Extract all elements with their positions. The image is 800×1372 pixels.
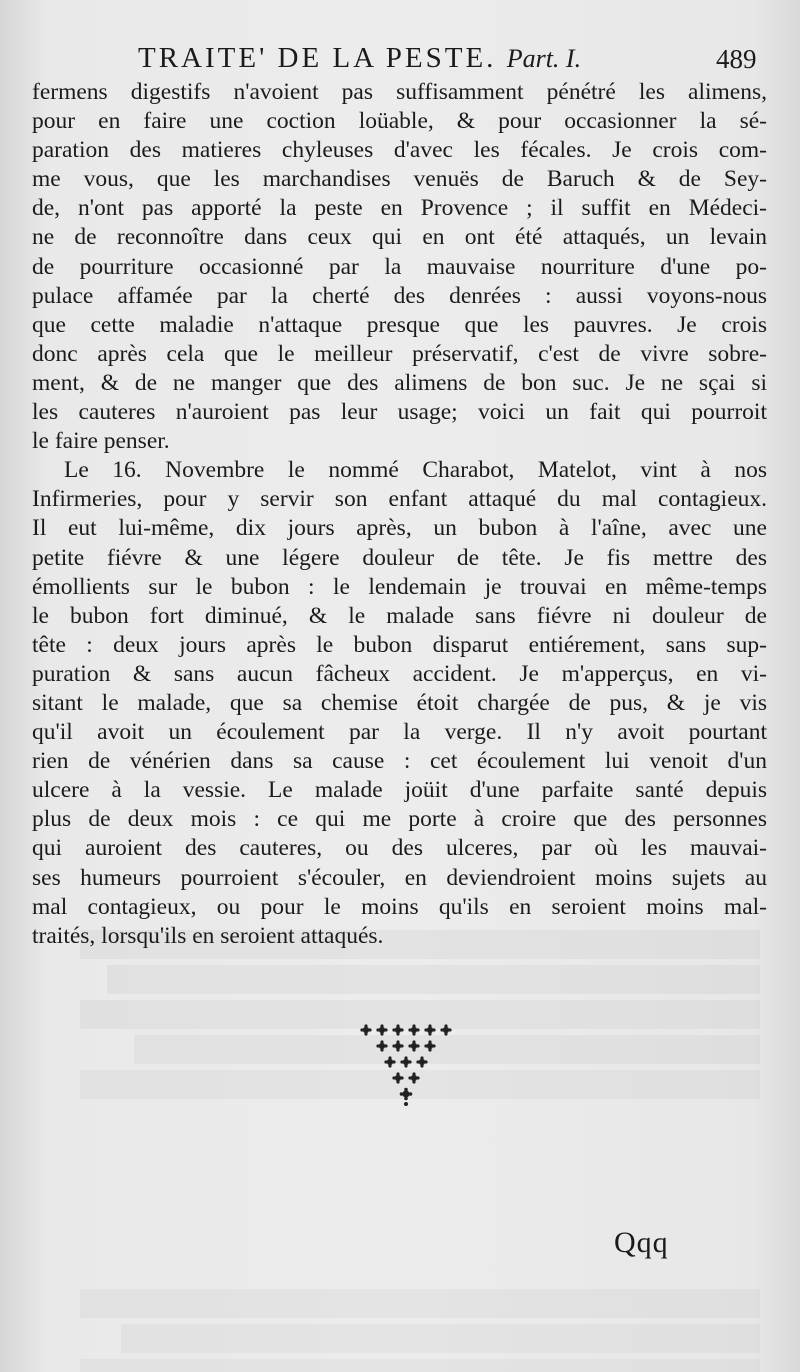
- running-title: [138, 42, 581, 75]
- fleuron-cluster: [360, 1024, 451, 1106]
- text-line: petite fiévre & une légere douleur de tête. Je fis mettre des: [32, 544, 767, 571]
- text-line: rien de vénérien dans sa cause : cet écoulement lui venoit d'un: [32, 748, 767, 775]
- text-line: puration & sans aucun fâcheux accident. Je m'apperçus, en vi-: [32, 660, 767, 687]
- text-line: tête : deux jours après le bubon disparut entiérement, sans sup-: [32, 631, 767, 658]
- body-text: [32, 78, 767, 951]
- text-line: plus de deux mois : ce qui me porte à croire que des personnes: [32, 806, 767, 833]
- running-header: [0, 42, 800, 82]
- text-line: donc après cela que le meilleur préservatif, c'est de vivre sobre-: [32, 340, 767, 367]
- running-title-text: TRAITE' DE LA PESTE.: [138, 42, 497, 74]
- paragraph-end-line: traités, lorsqu'ils en seroient attaqués.: [32, 922, 384, 949]
- text-line: fermens digestifs n'avoient pas suffisamment pénétré les alimens,: [32, 79, 767, 105]
- part-label: Part. I.: [506, 44, 582, 73]
- signature-mark: Qqq: [614, 1226, 669, 1259]
- tailpiece-ornament: [360, 1024, 460, 1108]
- text-line: que cette maladie n'attaque presque que les pauvres. Je crois: [32, 311, 767, 338]
- text-line: de, n'ont pas apporté la peste en Provence ; il suffit en Médeci-: [32, 195, 767, 222]
- text-line: qu'il avoit un écoulement par la verge. Il n'y avoit pourtant: [32, 719, 767, 746]
- text-line: paration des matieres chyleuses d'avec les fécales. Je crois com-: [32, 137, 767, 164]
- text-line: Infirmeries, pour y servir son enfant attaqué du mal contagieux.: [32, 486, 767, 513]
- text-line: ses humeurs pourroient s'écouler, en deviendroient moins sujets au: [32, 864, 767, 891]
- text-line: me vous, que les marchandises venuës de Baruch & de Sey-: [32, 166, 767, 193]
- text-line: le bubon fort diminué, & le malade sans fiévre ni douleur de: [32, 602, 767, 629]
- bleed-through-shadow: [80, 930, 760, 1372]
- text-line: les cauteres n'auroient pas leur usage; voici un fait qui pourroit: [32, 399, 767, 426]
- text-line: mal contagieux, ou pour le moins qu'ils en seroient moins mal-: [32, 893, 767, 920]
- paragraph-start-line: Le 16. Novembre le nommé Charabot, Matelot, vint à nos: [64, 457, 767, 484]
- paragraph-end-line: le faire penser.: [32, 428, 170, 455]
- text-line: ulcere à la vessie. Le malade joüit d'une parfaite santé depuis: [32, 777, 767, 804]
- text-line: émollients sur le bubon : le lendemain je trouvai en même-temps: [32, 573, 767, 600]
- text-line: ment, & de ne manger que des alimens de bon suc. Je ne sçai si: [32, 369, 767, 396]
- text-line: qui auroient des cauteres, ou des ulceres, par où les mauvai-: [32, 835, 767, 862]
- text-line: pulace affamée par la cherté des denrées : aussi voyons-nous: [32, 282, 767, 309]
- text-line: de pourriture occasionné par la mauvaise nourriture d'une po-: [32, 253, 767, 280]
- text-line: ne de reconnoître dans ceux qui en ont été attaqués, un levain: [32, 224, 767, 251]
- text-line: pour en faire une coction loüable, & pour occasionner la sé-: [32, 108, 767, 135]
- page-number: 489: [716, 44, 757, 74]
- text-line: Il eut lui-même, dix jours après, un bubon à l'aîne, avec une: [32, 515, 767, 542]
- text-line: sitant le malade, que sa chemise étoit chargée de pus, & je vis: [32, 689, 767, 716]
